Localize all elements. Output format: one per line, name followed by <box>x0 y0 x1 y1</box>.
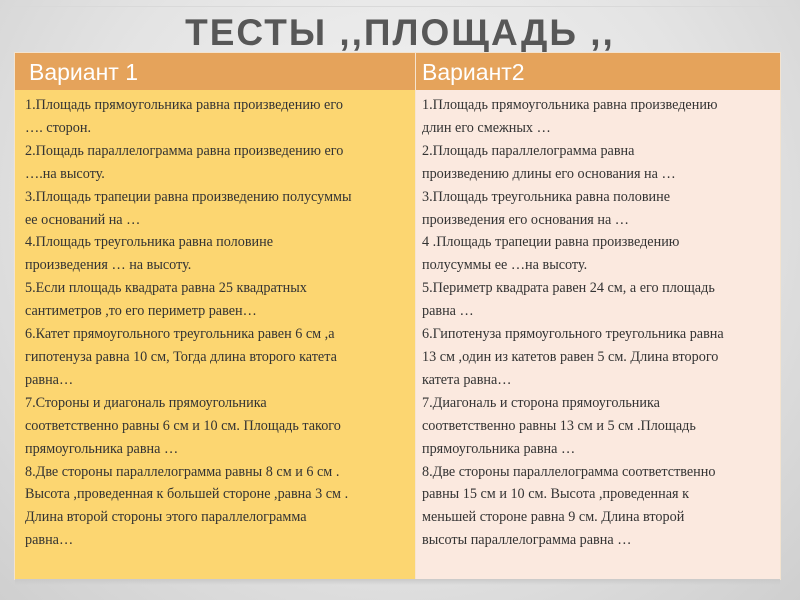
question-line: гипотенуза равна 10 см, Тогда длина второго катета <box>25 348 337 365</box>
header-variant-1: Вариант 1 <box>15 53 415 90</box>
question-line: 2.Пощадь параллелограмма равна произведению его <box>25 142 344 159</box>
question-line: 4.Площадь треугольника равна половине <box>25 234 274 251</box>
variant-1-questions <box>15 90 415 579</box>
question-line: катета равна… <box>422 371 512 388</box>
question-line: 8.Две стороны параллелограмма соответственно <box>422 463 716 480</box>
question-line: 8.Две стороны параллелограмма равны 8 см и 6 см . <box>25 463 340 480</box>
question-line: равна … <box>422 303 474 320</box>
question-line: прямоугольника равна … <box>422 440 576 457</box>
question-line: 1.Площадь прямоугольника равна произведению <box>422 97 718 113</box>
question-line: Длина второй стороны этого параллелограмма <box>25 509 307 526</box>
question-line: 2.Площадь параллелограмма равна <box>422 142 635 159</box>
question-line: произведения … на высоту. <box>25 257 192 274</box>
question-line: меньшей стороне равна 9 см. Длина второй <box>422 509 685 526</box>
question-line: длин его смежных … <box>422 119 551 136</box>
header-variant-2: Вариант2 <box>415 53 780 90</box>
question-line: соответственно равны 13 см и 5 см .Площадь <box>422 417 696 434</box>
question-line: 7.Стороны и диагональ прямоугольника <box>25 394 267 411</box>
question-line: полусуммы ее …на высоту. <box>422 257 588 274</box>
question-line: произведению длины его основания на … <box>422 165 676 182</box>
slide-title: ТЕСТЫ ,,ПЛОЩАДЬ ,, <box>185 12 615 53</box>
question-line: 7.Диагональ и сторона прямоугольника <box>422 394 660 411</box>
question-line: соответственно равны 6 см и 10 см. Площадь такого <box>25 417 341 434</box>
question-line: 3.Площадь треугольника равна половине <box>422 188 671 205</box>
question-line: 6.Катет прямоугольного треугольника равен 6 см ,а <box>25 326 335 343</box>
question-line: равны 15 см и 10 см. Высота ,проведенная к <box>422 486 689 503</box>
slide-top-rule <box>12 6 788 7</box>
table-shadow <box>15 579 780 585</box>
question-line: равна… <box>25 371 74 388</box>
question-line: 6.Гипотенуза прямоугольного треугольника равна <box>422 326 724 343</box>
question-line: сантиметров ,то его периметр равен… <box>25 303 257 320</box>
question-line: произведения его основания на … <box>422 211 629 228</box>
question-line: высоты параллелограмма равна … <box>422 532 632 549</box>
question-line: равна… <box>25 532 74 549</box>
variant-2-questions <box>415 90 780 579</box>
question-line: ….на высоту. <box>25 165 105 182</box>
tests-table <box>15 53 780 579</box>
question-line: 5.Периметр квадрата равен 24 см, а его площадь <box>422 280 715 297</box>
question-line: Высота ,проведенная к большей стороне ,равна 3 см . <box>25 486 349 503</box>
question-line: 3.Площадь трапеции равна произведению полусуммы <box>25 188 352 205</box>
question-line: …. сторон. <box>25 119 92 136</box>
question-line: 4 .Площадь трапеции равна произведению <box>422 234 680 251</box>
question-line: ее оснований на … <box>25 211 141 228</box>
question-line: прямоугольника равна … <box>25 440 179 457</box>
question-line: 5.Если площадь квадрата равна 25 квадратных <box>25 280 307 297</box>
question-line: 1.Площадь прямоугольника равна произведению его <box>25 97 343 113</box>
question-line: 13 см ,один из катетов равен 5 см. Длина второго <box>422 348 719 365</box>
